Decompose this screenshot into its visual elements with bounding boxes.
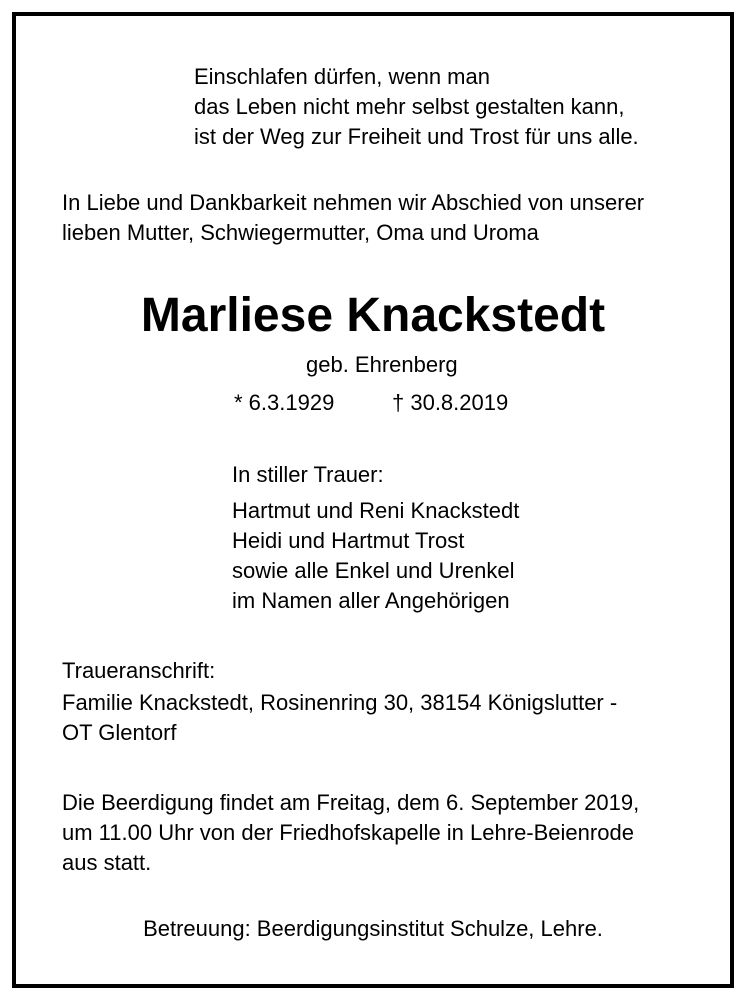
poem-line: ist der Weg zur Freiheit und Trost für uns alle. <box>194 124 639 149</box>
intro-line: lieben Mutter, Schwiegermutter, Oma und Uroma <box>62 220 539 245</box>
mourners-list <box>232 496 519 616</box>
address-label: Traueranschrift: <box>62 658 216 683</box>
funeral-line: aus statt. <box>62 850 152 875</box>
funeral-home-credit: Betreuung: Beerdigungsinstitut Schulze, Lehre. <box>143 916 603 941</box>
mourner-line: sowie alle Enkel und Urenkel <box>232 558 515 583</box>
maiden-name: geb. Ehrenberg <box>306 352 458 377</box>
funeral-line: um 11.00 Uhr von der Friedhofskapelle in Lehre-Beienrode <box>62 820 634 845</box>
birth-date: * 6.3.1929 <box>234 390 335 415</box>
address-line: OT Glentorf <box>62 720 177 745</box>
mourner-line: Heidi und Hartmut Trost <box>232 528 465 553</box>
death-date: † 30.8.2019 <box>392 390 509 415</box>
mourner-line: im Namen aller Angehörigen <box>232 588 510 613</box>
poem-line: Einschlafen dürfen, wenn man <box>194 64 490 89</box>
obituary-frame <box>12 12 734 988</box>
poem <box>194 62 639 152</box>
mourning-label: In stiller Trauer: <box>232 462 384 487</box>
poem-line: das Leben nicht mehr selbst gestalten kann, <box>194 94 625 119</box>
funeral-line: Die Beerdigung findet am Freitag, dem 6. September 2019, <box>62 790 640 815</box>
deceased-name: Marliese Knackstedt <box>140 289 606 342</box>
address-line: Familie Knackstedt, Rosinenring 30, 38154 Königslutter - <box>62 690 618 715</box>
intro-text <box>62 188 644 248</box>
address-text <box>62 688 617 748</box>
intro-line: In Liebe und Dankbarkeit nehmen wir Abschied von unserer <box>62 190 645 215</box>
funeral-info <box>62 788 639 878</box>
mourner-line: Hartmut und Reni Knackstedt <box>232 498 520 523</box>
